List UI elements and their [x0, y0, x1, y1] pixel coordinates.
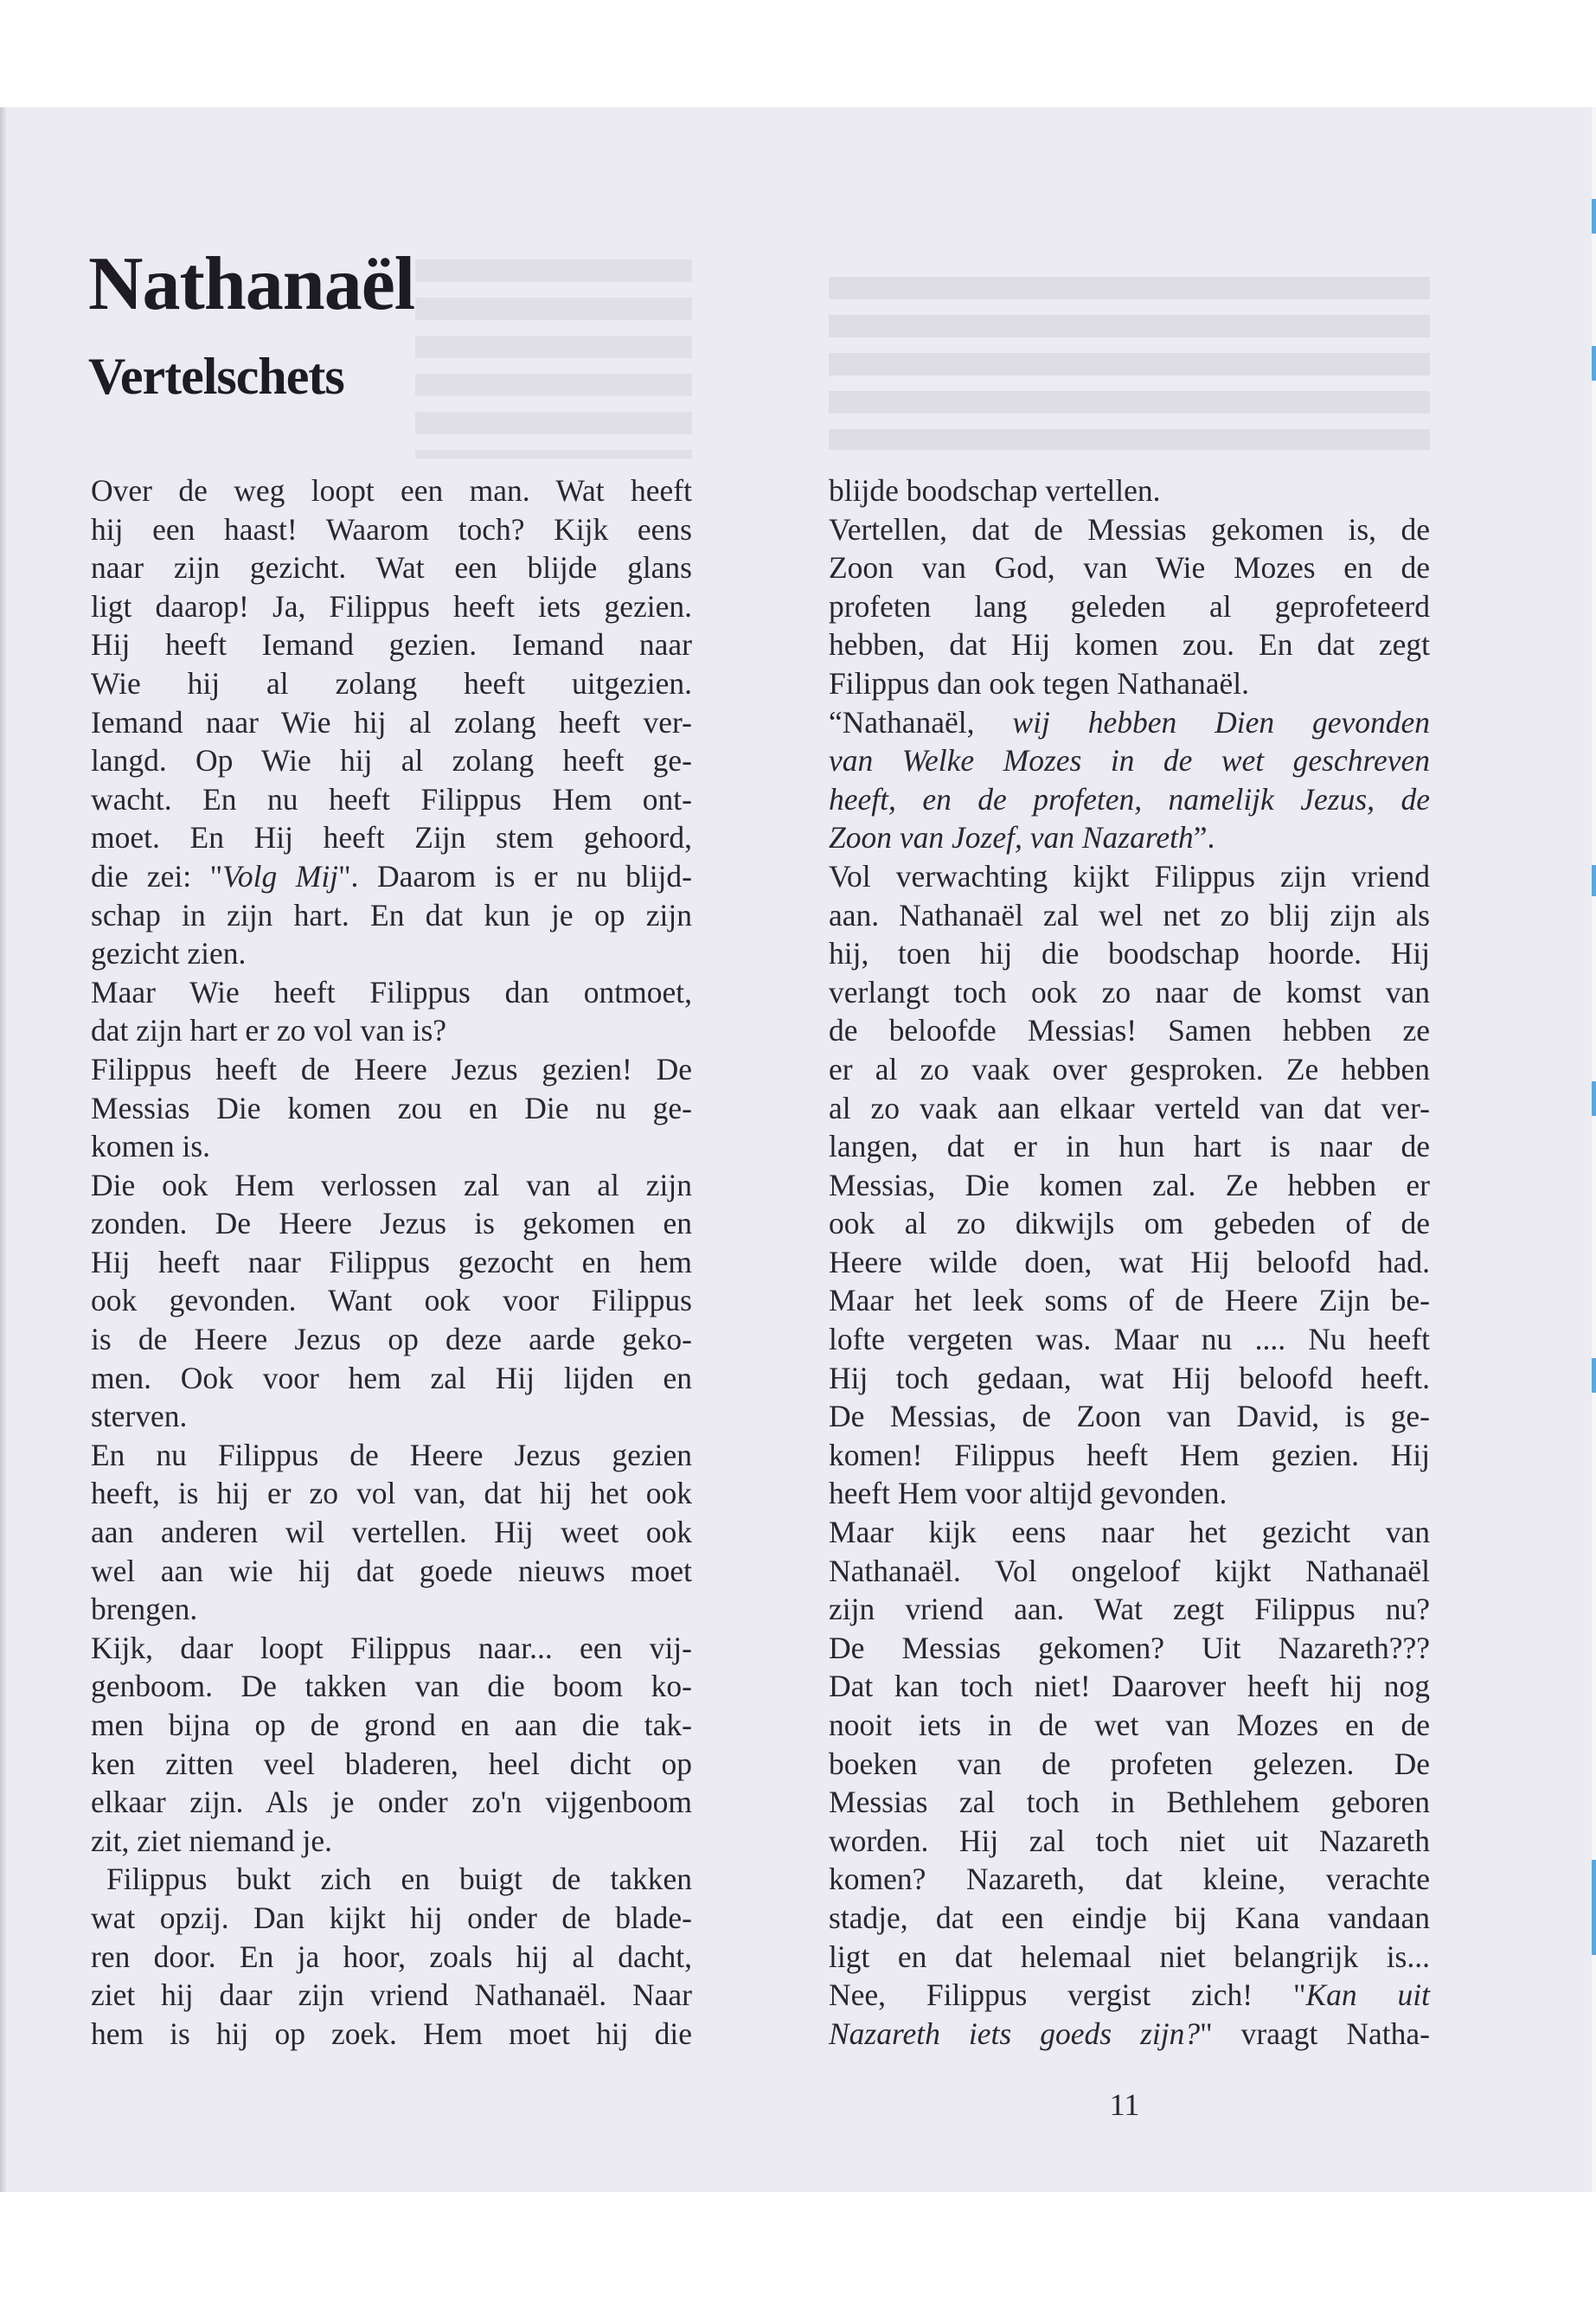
text-line	[829, 1552, 1430, 1591]
body-text: hebben, dat Hij komen zou. En dat zegt	[829, 627, 1430, 663]
text-line	[91, 741, 692, 780]
text-line	[91, 1552, 692, 1591]
italic-quote-text: heeft, en de profeten, namelijk Jezus, de	[829, 781, 1430, 817]
text-line	[829, 1089, 1430, 1128]
color-tab-mark	[1592, 199, 1596, 234]
text-line	[91, 1243, 692, 1282]
body-text: komen is.	[91, 1129, 211, 1164]
body-text: Messias, Die komen zal. Ze hebben er	[829, 1167, 1430, 1202]
body-text: heeft Hem voor altijd gevonden.	[829, 1476, 1227, 1511]
page-number: 11	[1109, 2087, 1140, 2122]
text-line	[91, 548, 692, 587]
body-text: Die ook Hem verlossen zal van al zijn	[91, 1167, 692, 1202]
text-line	[91, 1822, 692, 1861]
body-text: nooit iets in de wet van Mozes en de	[829, 1708, 1430, 1742]
body-text: men bijna op de grond en aan die tak-	[91, 1708, 692, 1742]
body-text: al zo vaak aan elkaar verteld van dat ver-	[829, 1090, 1430, 1125]
body-text: Hij heeft Iemand gezien. Iemand naar	[91, 627, 692, 663]
body-text: Kijk, daar loopt Filippus naar... een vij-	[91, 1630, 692, 1665]
body-text: hem is hij op zoek. Hem moet hij die	[91, 2016, 692, 2051]
text-line	[829, 1397, 1430, 1436]
text-line	[829, 1243, 1430, 1282]
body-text: ook al zo dikwijls om gebeden of de	[829, 1206, 1430, 1241]
body-text: zijn vriend aan. Wat zegt Filippus nu?	[829, 1592, 1430, 1627]
body-text: langen, dat er in hun hart is naar de	[829, 1129, 1430, 1164]
body-text: Filippus heeft de Heere Jezus gezien! De	[91, 1051, 692, 1086]
body-text: ren door. En ja hoor, zoals hij al dacht,	[91, 1939, 692, 1974]
body-text: men. Ook voor hem zal Hij lijden en	[91, 1360, 692, 1395]
text-line	[91, 2015, 692, 2054]
text-line	[829, 1590, 1430, 1629]
color-tab-mark	[1592, 346, 1596, 381]
text-line	[829, 1204, 1430, 1243]
color-tab-mark	[1592, 865, 1596, 896]
text-line	[91, 857, 692, 896]
text-line	[829, 548, 1430, 587]
text-line	[829, 1822, 1430, 1861]
body-text: Vertellen, dat de Messias gekomen is, de	[829, 511, 1430, 547]
body-text: zonden. De Heere Jezus is gekomen en	[91, 1206, 692, 1241]
body-text: Zoon van God, van Wie Mozes en de	[829, 550, 1430, 586]
text-line	[829, 510, 1430, 549]
italic-quote-text: Volg Mij	[222, 858, 339, 894]
body-text: Iemand naar Wie hij al zolang heeft ver-	[91, 704, 692, 740]
text-line	[91, 471, 692, 510]
body-text: profeten lang geleden al geprofeteerd	[829, 588, 1430, 624]
body-text: En nu Filippus de Heere Jezus gezien	[91, 1437, 692, 1472]
body-text: Dat kan toch niet! Daarover heeft hij nog	[829, 1669, 1430, 1704]
body-text: Messias zal toch in Bethlehem geboren	[829, 1785, 1430, 1820]
text-line	[91, 1783, 692, 1822]
body-text: Maar kijk eens naar het gezicht van	[829, 1515, 1430, 1550]
text-line	[829, 664, 1430, 703]
text-line	[91, 1011, 692, 1050]
text-line	[91, 1089, 692, 1128]
page-title: Nathanaël	[88, 242, 415, 326]
body-text: hij een haast! Waarom toch? Kijk eens	[91, 511, 692, 547]
body-text: die zei: "	[91, 858, 223, 894]
body-text: Messias Die komen zou en Die nu ge-	[91, 1090, 692, 1125]
text-line	[829, 587, 1430, 626]
text-line	[91, 1976, 692, 2015]
text-line	[829, 1359, 1430, 1398]
body-text: Filippus bukt zich en buigt de takken	[106, 1862, 692, 1897]
text-line	[829, 1667, 1430, 1706]
text-line	[91, 703, 692, 742]
body-text: de beloofde Messias! Samen hebben ze	[829, 1013, 1430, 1048]
text-line	[91, 664, 692, 703]
body-text: boeken van de profeten gelezen. De	[829, 1746, 1430, 1781]
text-line	[91, 587, 692, 626]
text-line	[91, 1860, 692, 1899]
text-line	[91, 1397, 692, 1436]
show-through-text	[829, 277, 1430, 450]
text-line	[829, 1899, 1430, 1938]
text-line	[91, 818, 692, 857]
text-line	[91, 780, 692, 819]
text-line	[91, 1474, 692, 1513]
body-text: genboom. De takken van die boom ko-	[91, 1669, 692, 1704]
body-text: komen? Nazareth, dat kleine, verachte	[829, 1862, 1430, 1897]
body-text: stadje, dat een eindje bij Kana vandaan	[829, 1900, 1430, 1935]
body-text: elkaar zijn. Als je onder zo'n vijgenboom	[91, 1785, 692, 1820]
body-text: worden. Hij zal toch niet uit Nazareth	[829, 1823, 1430, 1858]
body-text: Hij heeft naar Filippus gezocht en hem	[91, 1244, 692, 1279]
text-line	[829, 896, 1430, 935]
body-text: er al zo vaak over gesproken. Ze hebben	[829, 1051, 1430, 1086]
left-text-column	[91, 471, 692, 2053]
text-line	[829, 1436, 1430, 1475]
text-line	[829, 1783, 1430, 1822]
text-line	[91, 934, 692, 973]
body-text: ligt en dat helemaal niet belangrijk is...	[829, 1939, 1430, 1974]
text-line	[829, 703, 1430, 742]
body-text: Hij toch gedaan, wat Hij beloofd heeft.	[829, 1360, 1430, 1395]
body-text: " vraagt Natha-	[1200, 2016, 1430, 2051]
text-line	[91, 1938, 692, 1977]
text-line	[829, 818, 1430, 857]
color-tab-mark	[1592, 1860, 1596, 1955]
body-text: naar zijn gezicht. Wat een blijde glans	[91, 550, 692, 586]
body-text: aan anderen wil vertellen. Hij weet ook	[91, 1515, 692, 1550]
text-line	[91, 1436, 692, 1475]
text-line	[91, 1513, 692, 1552]
body-text: Wie hij al zolang heeft uitgezien.	[91, 665, 692, 701]
body-text: heeft, is hij er zo vol van, dat hij het ook	[91, 1476, 692, 1511]
body-text: lofte vergeten was. Maar nu .... Nu heeft	[829, 1322, 1430, 1357]
body-text: Maar het leek soms of de Heere Zijn be-	[829, 1283, 1430, 1318]
text-line	[829, 1127, 1430, 1166]
page-binding-shadow	[0, 107, 7, 2192]
body-text: ken zitten veel bladeren, heel dicht op	[91, 1746, 692, 1781]
body-text: hij, toen hij die boodschap hoorde. Hij	[829, 936, 1430, 971]
color-tab-mark	[1592, 1358, 1596, 1393]
text-line	[91, 1204, 692, 1243]
body-text: komen! Filippus heeft Hem gezien. Hij	[829, 1437, 1430, 1472]
text-line	[91, 1281, 692, 1320]
italic-quote-text: wij hebben Dien gevonden	[1012, 704, 1430, 740]
italic-quote-text: Zoon van Jozef, van Nazareth	[829, 820, 1194, 856]
text-line	[91, 1745, 692, 1784]
text-line	[91, 896, 692, 935]
body-text: wat opzij. Dan kijkt hij onder de blade-	[91, 1900, 692, 1935]
italic-quote-text: van Welke Mozes in de wet geschreven	[829, 743, 1430, 779]
body-text: Maar Wie heeft Filippus dan ontmoet,	[91, 974, 692, 1009]
body-text: ". Daarom is er nu blijd-	[338, 858, 692, 894]
body-text: sterven.	[91, 1399, 188, 1434]
body-text: ligt daarop! Ja, Filippus heeft iets gezien.	[91, 588, 692, 624]
body-text: ziet hij daar zijn vriend Nathanaël. Naar	[91, 1977, 692, 2013]
body-text: De Messias gekomen? Uit Nazareth???	[829, 1630, 1430, 1665]
body-text: wel aan wie hij dat goede nieuws moet	[91, 1553, 692, 1588]
text-line	[829, 1513, 1430, 1552]
text-line	[829, 1281, 1430, 1320]
text-line	[91, 510, 692, 549]
text-line	[91, 1706, 692, 1745]
color-tab-mark	[1592, 1081, 1596, 1116]
text-line	[829, 780, 1430, 819]
text-line	[829, 973, 1430, 1012]
text-line	[91, 1127, 692, 1166]
text-line	[829, 2015, 1430, 2054]
text-line	[829, 1474, 1430, 1513]
text-line	[91, 1667, 692, 1706]
show-through-text	[415, 260, 692, 458]
text-line	[91, 1899, 692, 1938]
body-text: Over de weg loopt een man. Wat heeft	[91, 473, 692, 508]
text-line	[829, 934, 1430, 973]
text-line	[91, 1359, 692, 1398]
text-line	[829, 1860, 1430, 1899]
body-text: verlangt toch ook zo naar de komst van	[829, 974, 1430, 1009]
body-text: wacht. En nu heeft Filippus Hem ont-	[91, 781, 692, 817]
text-line	[829, 625, 1430, 664]
text-line	[829, 857, 1430, 896]
body-text: dat zijn hart er zo vol van is?	[91, 1013, 447, 1048]
text-line	[829, 1706, 1430, 1745]
text-line	[91, 1050, 692, 1089]
text-line	[91, 1590, 692, 1629]
text-line	[91, 1320, 692, 1359]
body-text: ook gevonden. Want ook voor Filippus	[91, 1283, 692, 1318]
body-text: schap in zijn hart. En dat kun je op zijn	[91, 897, 692, 933]
body-text: De Messias, de Zoon van David, is ge-	[829, 1399, 1430, 1434]
body-text: Heere wilde doen, wat Hij beloofd had.	[829, 1244, 1430, 1279]
body-text: is de Heere Jezus op deze aarde geko-	[91, 1322, 692, 1357]
body-text: Filippus dan ook tegen Nathanaël.	[829, 665, 1250, 701]
body-text: aan. Nathanaël zal wel net zo blij zijn als	[829, 897, 1430, 933]
text-line	[829, 1976, 1430, 2015]
body-text: gezicht zien.	[91, 936, 247, 971]
text-line	[91, 973, 692, 1012]
body-text: Nee, Filippus vergist zich! "	[829, 1977, 1306, 2013]
text-line	[91, 625, 692, 664]
body-text: moet. En Hij heeft Zijn stem gehoord,	[91, 820, 692, 856]
text-line	[829, 1745, 1430, 1784]
text-line	[829, 471, 1430, 510]
body-text: ”.	[1193, 820, 1215, 856]
text-line	[829, 1050, 1430, 1089]
body-text: Vol verwachting kijkt Filippus zijn vriend	[829, 858, 1430, 894]
text-line	[829, 1629, 1430, 1668]
text-line	[829, 741, 1430, 780]
text-line	[829, 1011, 1430, 1050]
body-text: langd. Op Wie hij al zolang heeft ge-	[91, 743, 692, 779]
body-text: “Nathanaël,	[829, 704, 1013, 740]
body-text: brengen.	[91, 1592, 198, 1627]
italic-quote-text: Nazareth iets goeds zijn?	[829, 2016, 1201, 2051]
body-text: zit, ziet niemand je.	[91, 1823, 332, 1858]
page-subtitle: Vertelschets	[88, 348, 344, 405]
text-line	[829, 1938, 1430, 1977]
right-text-column	[829, 471, 1430, 2053]
text-line	[829, 1166, 1430, 1205]
body-text: Nathanaël. Vol ongeloof kijkt Nathanaël	[829, 1553, 1430, 1588]
text-line	[91, 1166, 692, 1205]
italic-quote-text: Kan uit	[1305, 1977, 1431, 2013]
text-line	[91, 1629, 692, 1668]
text-line	[829, 1320, 1430, 1359]
body-text: blijde boodschap vertellen.	[829, 473, 1161, 508]
